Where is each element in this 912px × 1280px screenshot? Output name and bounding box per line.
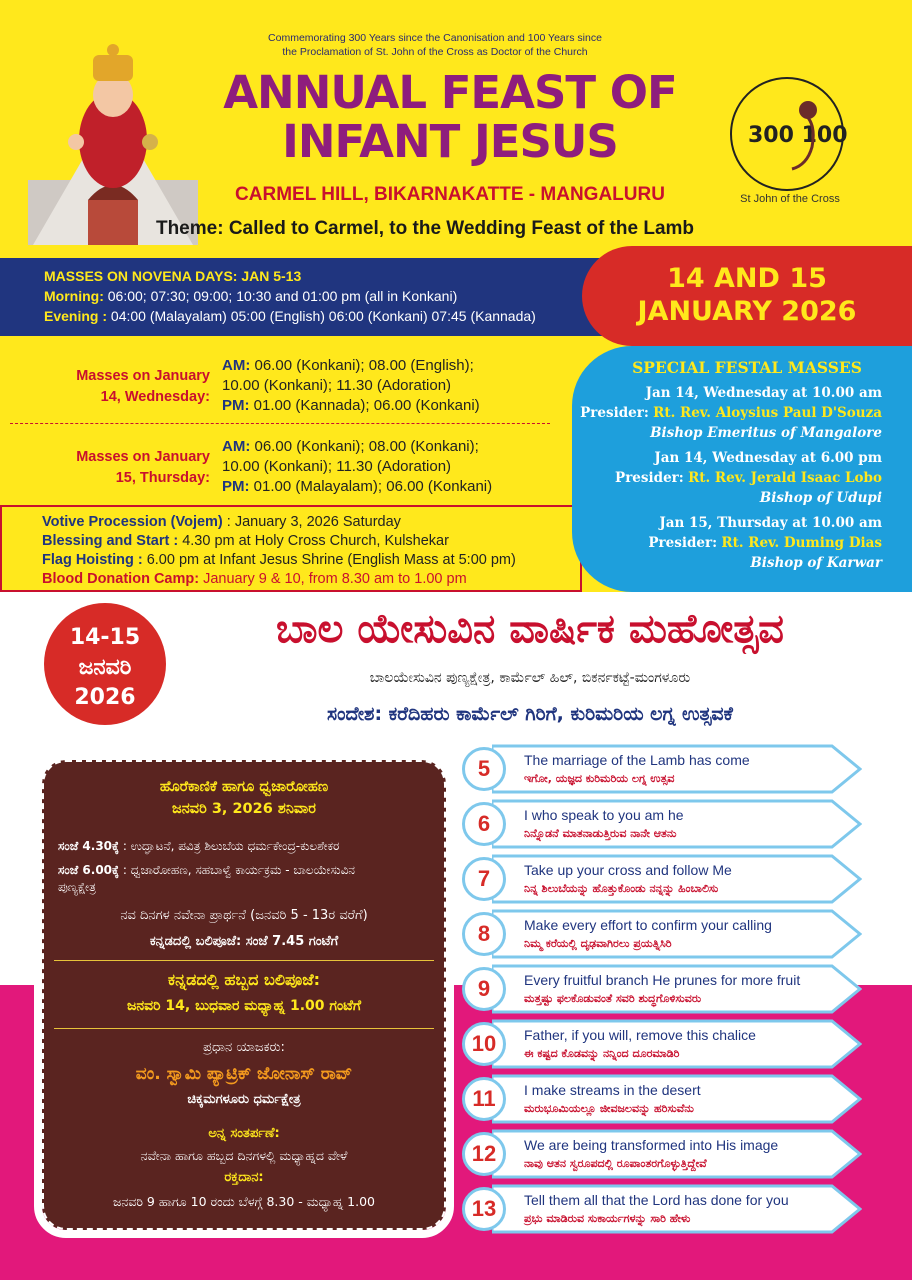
st-john-anniversary-logo: [722, 72, 852, 212]
kannada-title: ಬಾಲ ಯೇಸುವಿನ ವಾರ್ಷಿಕ ಮಹೋತ್ಸವ: [276, 606, 784, 652]
card-divider: [54, 1028, 434, 1029]
card-time-2: [58, 862, 436, 896]
mass-label-line-2: 14, Wednesday:: [100, 389, 210, 405]
time-label: ಸಂಜೆ 6.00ಕ್ಕೆ: [58, 863, 120, 877]
feast-date-line-2: JANUARY 2026: [637, 296, 857, 327]
blood-donation-value: ಜನವರಿ 9 ಹಾಗೂ 10 ರಂದು ಬೆಳಗ್ಗೆ 8.30 - ಮಧ್ಯಾಹ್ನ 1.00: [112, 1194, 376, 1209]
procession-value: : January 3, 2026 Saturday: [222, 514, 401, 530]
presider-label: Presider:: [648, 535, 718, 551]
meal-value: ನವೇನಾ ಹಾಗೂ ಹಬ್ಬದ ದಿನಗಳಲ್ಲಿ ಮಧ್ಯಾಹ್ನದ ವೇಳೆ: [140, 1148, 348, 1163]
card-heading: [44, 776, 444, 820]
schedule-divider: [10, 423, 550, 424]
pm-value: 01.00 (Malayalam); 06.00 (Konkani): [249, 478, 493, 495]
theme-kannada: ಪ್ರಭು ಮಾಡಿರುವ ಸುಕಾರ್ಯಗಳನ್ನು ಸಾರಿ ಹೇಳು: [524, 1212, 691, 1225]
badge-line-3: 2026: [74, 685, 136, 710]
presider-title: Bishop Emeritus of Mangalore: [650, 425, 882, 441]
card-time-1: [58, 838, 436, 855]
day-number: 12: [462, 1132, 506, 1176]
novena-morning: [44, 286, 630, 306]
blessing-value: 4.30 pm at Holy Cross Church, Kulshekar: [178, 533, 449, 549]
title-line-2: INFANT JESUS: [282, 115, 618, 168]
presider-name: ವಂ. ಸ್ವಾಮಿ ಪ್ಯಾಟ್ರಿಕ್ ಜೋನಾಸ್ ರಾವ್: [135, 1064, 353, 1084]
day-number: 9: [462, 967, 506, 1011]
badge-line-1: 14-15: [69, 625, 141, 650]
am-value: 06.00 (Konkani); 08.00 (Konkani);: [250, 438, 479, 455]
special-mass-date: Jan 14, Wednesday at 10.00 am: [645, 385, 882, 401]
novena-masses-band: [0, 258, 630, 336]
theme-kannada: ನಾವು ಆತನ ಸ್ವರೂಪದಲ್ಲಿ ರೂಪಾಂತರಗೊಳ್ಳುತ್ತಿದ್ದೇವೆ: [524, 1157, 707, 1170]
mass-label: [40, 447, 210, 489]
theme-kannada: ನಿಮ್ಮ ಕರೆಯಲ್ಲಿ ದೃಢವಾಗಿರಲು ಪ್ರಯತ್ನಿಸಿರಿ: [524, 937, 672, 950]
theme-english: Every fruitful branch He prunes for more fruit: [524, 972, 801, 988]
kannada-date-badge: [44, 603, 166, 725]
time-value: : ಧ್ವಜಾರೋಹಣ, ಸಹಬಾಳ್ವೆ ಕಾರ್ಯಕ್ರಮ - ಬಾಲಯೇಸುವಿನ: [122, 863, 355, 877]
logo-caption: St John of the Cross: [740, 193, 840, 205]
presider-title: Bishop of Karwar: [750, 555, 882, 571]
blood-donation-label: ರಕ್ತದಾನ:: [224, 1170, 264, 1185]
theme-kannada: ಮರುಭೂಮಿಯಲ್ಲೂ ಜೀವಜಲವನ್ನು ಹರಿಸುವೆನು: [524, 1102, 694, 1115]
theme-kannada: ಈ ಕಷ್ಟದ ಕೊಡವನ್ನು ನನ್ನಿಂದ ದೂರಮಾಡಿರಿ: [524, 1047, 680, 1060]
theme-english: We are being transformed into His image: [524, 1137, 779, 1153]
list-item: [462, 854, 882, 904]
theme-kannada: ನಿನ್ನೊಡನೆ ಮಾತನಾಡುತ್ತಿರುವ ನಾನೇ ಆತನು: [524, 827, 677, 840]
presider-place: ಚಿಕ್ಕಮಗಳೂರು ಧರ್ಮಕ್ಷೇತ್ರ: [187, 1092, 301, 1107]
theme-text: Theme: Called to Carmel, to the Wedding Feast of the Lamb: [155, 218, 695, 239]
commemoration-line-2: the Proclamation of St. John of the Cross as Doctor of the Church: [282, 46, 588, 58]
theme-kannada: ನಿನ್ನ ಶಿಲುಬೆಯನ್ನು ಹೊತ್ತುಕೊಂಡು ನನ್ನನ್ನು ಹಿಂಬಾಲಿಸು: [524, 882, 719, 895]
presider-label: ಪ್ರಧಾನ ಯಾಜಕರು:: [203, 1040, 285, 1055]
theme-english: Make every effort to confirm your calling: [524, 917, 772, 933]
blood-label: Blood Donation Camp:: [42, 571, 200, 587]
blood-value: January 9 & 10, from 8.30 am to 1.00 pm: [199, 571, 467, 587]
card-divider: [54, 960, 434, 961]
presider-label: Presider:: [580, 405, 649, 421]
theme-english: The marriage of the Lamb has come: [524, 752, 750, 768]
card-heading-line-1: ಹೊರೆಕಾಣಿಕೆ ಹಾಗೂ ಧ್ವಜಾರೋಹಣ: [159, 779, 329, 795]
feast-date-line-1: 14 AND 15: [667, 263, 827, 294]
list-item: [462, 1074, 882, 1124]
mass-row-jan-14: [0, 344, 560, 424]
logo-numbers: 300 100: [748, 123, 848, 148]
presider-name: Rt. Rev. Aloysius Paul D'Souza: [653, 405, 882, 421]
kannada-events-card: [42, 760, 446, 1230]
meal-label: ಅನ್ನ ಸಂತರ್ಪಣೆ:: [208, 1126, 280, 1141]
mass-label-line-1: Masses on January: [76, 368, 210, 384]
day-number: 8: [462, 912, 506, 956]
day-number: 6: [462, 802, 506, 846]
theme-english: Tell them all that the Lord has done for you: [524, 1192, 789, 1208]
procession-label: Votive Procession (Vojem): [42, 514, 223, 530]
flag-label: Flag Hoisting :: [42, 552, 143, 568]
special-masses-heading: SPECIAL FESTAL MASSES: [632, 358, 862, 377]
infant-jesus-statue-image: [28, 30, 198, 245]
list-item: [462, 964, 882, 1014]
mass-row-jan-15: [0, 425, 560, 505]
mass-times: [222, 437, 542, 497]
morning-label: Morning:: [44, 288, 104, 304]
mass-label: [40, 366, 210, 408]
special-mass-date: Jan 15, Thursday at 10.00 am: [659, 515, 882, 531]
day-number: 11: [462, 1077, 506, 1121]
badge-line-2: ಜನವರಿ: [78, 655, 132, 680]
pm-value: 01.00 (Kannada); 06.00 (Konkani): [249, 397, 480, 414]
card-heading-line-2: ಜನವರಿ 3, 2026 ಶನಿವಾರ: [172, 801, 316, 817]
venue-text: CARMEL HILL, BIKARNAKATTE - MANGALURU: [235, 184, 665, 205]
time-label: ಸಂಜೆ 4.30ಕ್ಕೆ: [58, 839, 120, 853]
votive-procession-box: [0, 505, 582, 592]
title-line-1: ANNUAL FEAST OF: [223, 66, 677, 119]
special-festal-masses-panel: [572, 346, 912, 592]
am-value-2: 10.00 (Konkani); 11.30 (Adoration): [222, 458, 452, 475]
theme-english: Take up your cross and follow Me: [524, 862, 732, 878]
day-number: 5: [462, 747, 506, 791]
day-number: 13: [462, 1187, 506, 1231]
novena-evening: [44, 306, 630, 326]
feast-mass-time: ಜನವರಿ 14, ಬುಧವಾರ ಮಧ್ಯಾಹ್ನ 1.00 ಗಂಟೆಗೆ: [126, 998, 362, 1014]
morning-value: 06:00; 07:30; 09:00; 10:30 and 01:00 pm (all in Konkani): [103, 288, 458, 304]
special-mass-item: [572, 383, 882, 443]
theme-kannada: ಮತ್ತಷ್ಟು ಫಲಕೊಡುವಂತೆ ಸವರಿ ಶುದ್ಧಗೊಳಿಸುವರು: [524, 992, 702, 1005]
mass-label-line-2: 15, Thursday:: [115, 470, 210, 486]
am-label: AM:: [222, 438, 251, 455]
am-value-2: 10.00 (Konkani); 11.30 (Adoration): [222, 377, 452, 394]
mass-times: [222, 356, 542, 416]
theme-english: Father, if you will, remove this chalice: [524, 1027, 756, 1043]
header-banner: [0, 0, 912, 258]
special-mass-date: Jan 14, Wednesday at 6.00 pm: [654, 450, 882, 466]
list-item: [462, 909, 882, 959]
am-label: AM:: [222, 357, 251, 374]
day-number: 7: [462, 857, 506, 901]
time-value: : ಉದ್ಘಾಟನೆ, ಪವಿತ್ರ ಶಿಲುಬೆಯ ಧರ್ಮಕೇಂದ್ರ-ಕುಲಶೇಕರ: [122, 839, 340, 853]
feast-date-badge: [582, 246, 912, 346]
pm-label: PM:: [222, 397, 250, 414]
mass-label-line-1: Masses on January: [76, 449, 210, 465]
time-value-2: ಪುಣ್ಯಕ್ಷೇತ್ರ: [58, 880, 96, 894]
novena-prayer-line: ನವ ದಿನಗಳ ನವೇನಾ ಪ್ರಾರ್ಥನೆ (ಜನವರಿ 5 - 13ರ ವರೆಗೆ): [120, 908, 368, 923]
blessing-label: Blessing and Start :: [42, 533, 179, 549]
list-item: [462, 1129, 882, 1179]
commemoration-line-1: Commemorating 300 Years since the Canonisation and 100 Years since: [268, 32, 602, 44]
list-item: [462, 1019, 882, 1069]
presider-label: Presider:: [615, 470, 684, 486]
day-number: 10: [462, 1022, 506, 1066]
evening-label: Evening :: [44, 308, 108, 324]
presider-title: Bishop of Udupi: [759, 490, 882, 506]
flag-value: 6.00 pm at Infant Jesus Shrine (English Mass at 5:00 pm): [142, 552, 516, 568]
theme-kannada: ಇಗೋ, ಯಜ್ಞದ ಕುರಿಮರಿಯ ಲಗ್ನ ಉತ್ಸವ: [524, 772, 675, 785]
special-mass-item: [572, 448, 882, 508]
kannada-subtitle: ಬಾಲಯೇಸುವಿನ ಪುಣ್ಯಕ್ಷೇತ್ರ, ಕಾರ್ಮೆಲ್ ಹಿಲ್, ಬಿಕರ್ನಕಟ್ಟೆ-ಮಂಗಳೂರು: [369, 670, 691, 686]
page-title: [190, 68, 710, 166]
presider-name: Rt. Rev. Jerald Isaac Lobo: [688, 470, 882, 486]
novena-heading: MASSES ON NOVENA DAYS: JAN 5-13: [44, 268, 302, 284]
commemoration-text: [215, 31, 655, 59]
feast-mass-title: ಕನ್ನಡದಲ್ಲಿ ಹಬ್ಬದ ಬಲಿಪೂಜೆ:: [167, 970, 321, 989]
kannada-theme: ಸಂದೇಶ: ಕರೆದಿಹರು ಕಾರ್ಮೆಲ್ ಗಿರಿಗೆ, ಕುರಿಮರಿಯ ಲಗ್ನ ಉತ್ಸವಕೆ: [327, 703, 733, 725]
am-value: 06.00 (Konkani); 08.00 (English);: [250, 357, 474, 374]
presider-name: Rt. Rev. Duming Dias: [721, 535, 882, 551]
list-item: [462, 1184, 882, 1234]
theme-english: I make streams in the desert: [524, 1082, 701, 1098]
theme-english: I who speak to you am he: [524, 807, 684, 823]
special-mass-item: [572, 513, 882, 573]
kannada-mass-line: ಕನ್ನಡದಲ್ಲಿ ಬಲಿಪೂಜೆ: ಸಂಜೆ 7.45 ಗಂಟೆಗೆ: [149, 934, 339, 949]
list-item: [462, 744, 882, 794]
pm-label: PM:: [222, 478, 250, 495]
list-item: [462, 799, 882, 849]
evening-value: 04:00 (Malayalam) 05:00 (English) 06:00 (Konkani) 07:45 (Kannada): [107, 308, 536, 324]
